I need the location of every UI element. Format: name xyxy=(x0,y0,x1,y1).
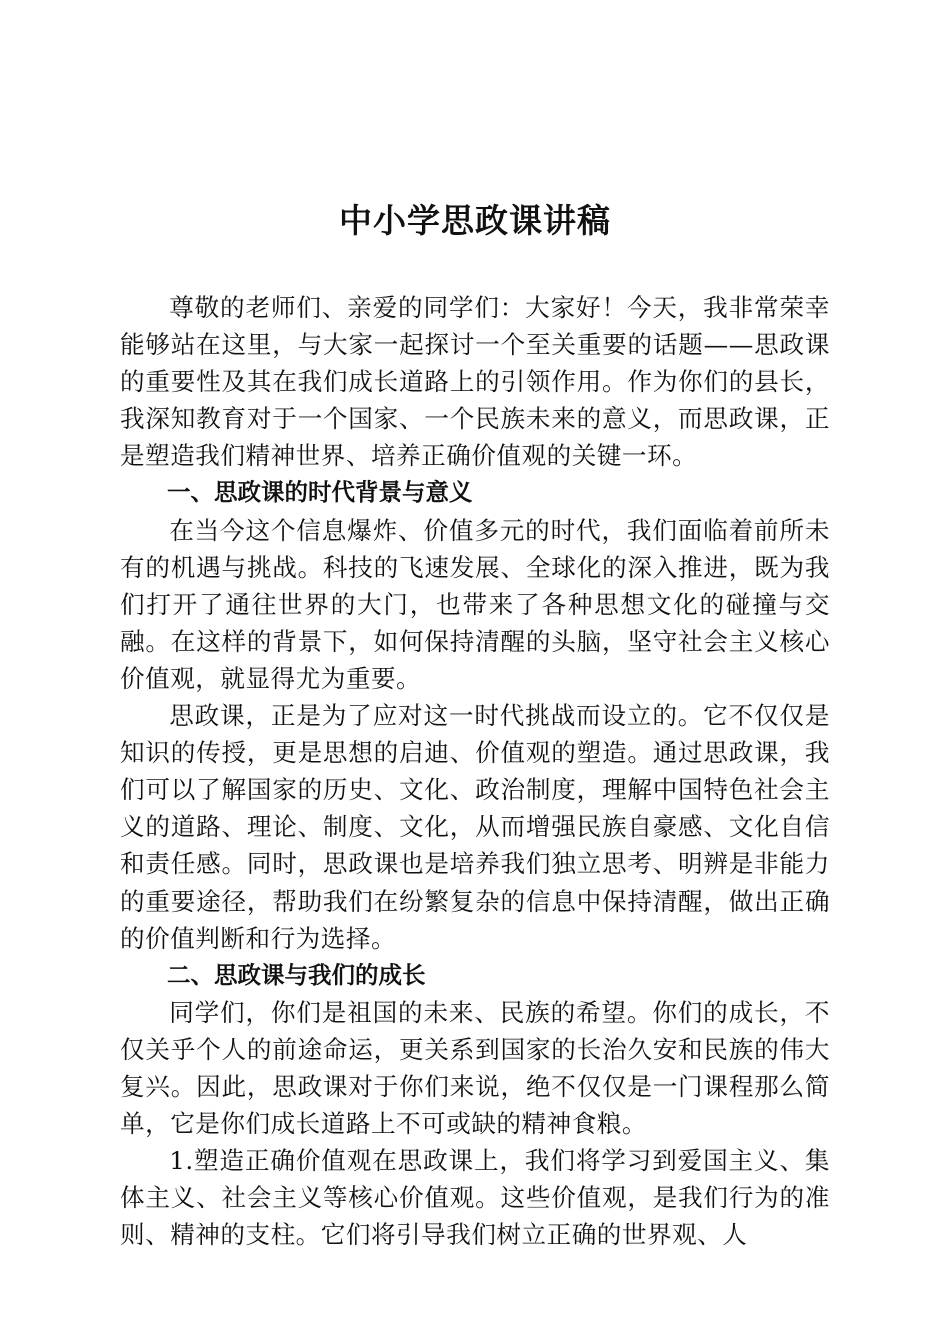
page-title: 中小学思政课讲稿 xyxy=(339,201,611,240)
paragraph-values: 1.塑造正确价值观在思政课上，我们将学习到爱国主义、集体主义、社会主义等核心价值观。这些价值观，是我们行为的准则、精神的支柱。它们将引导我们树立正确的世界观、人 xyxy=(120,1146,830,1250)
section-heading-1: 一、思政课的时代背景与意义 xyxy=(167,478,473,507)
document-body xyxy=(120,289,830,1253)
paragraph-growth: 同学们，你们是祖国的未来、民族的希望。你们的成长，不仅关乎个人的前途命运，更关系到国家的长治久安和民族的伟大复兴。因此，思政课对于你们来说，绝不仅仅是一门课程那么简单，它是你们成长道路上不可或缺的精神食粮。 xyxy=(120,997,830,1139)
paragraph-purpose: 思政课，正是为了应对这一时代挑战而设立的。它不仅仅是知识的传授，更是思想的启迪、价值观的塑造。通过思政课，我们可以了解国家的历史、文化、政治制度，理解中国特色社会主义的道路、理论、制度、文化，从而增强民族自豪感、文化自信和责任感。同时，思政课也是培养我们独立思考、明辨是非能力的重要途径，帮助我们在纷繁复杂的信息中保持清醒，做出正确的价值判断和行为选择。 xyxy=(120,701,830,953)
section-heading-2: 二、思政课与我们的成长 xyxy=(167,960,426,989)
paragraph-intro: 尊敬的老师们、亲爱的同学们：大家好！今天，我非常荣幸能够站在这里，与大家一起探讨一个至关重要的话题——思政课的重要性及其在我们成长道路上的引领作用。作为你们的县长，我深知教育对于一个国家、一个民族未来的意义，而思政课，正是塑造我们精神世界、培养正确价值观的关键一环。 xyxy=(120,293,830,471)
paragraph-background: 在当今这个信息爆炸、价值多元的时代，我们面临着前所未有的机遇与挑战。科技的飞速发展、全球化的深入推进，既为我们打开了通往世界的大门，也带来了各种思想文化的碰撞与交融。在这样的背景下，如何保持清醒的头脑，坚守社会主义核心价值观，就显得尤为重要。 xyxy=(120,515,830,693)
